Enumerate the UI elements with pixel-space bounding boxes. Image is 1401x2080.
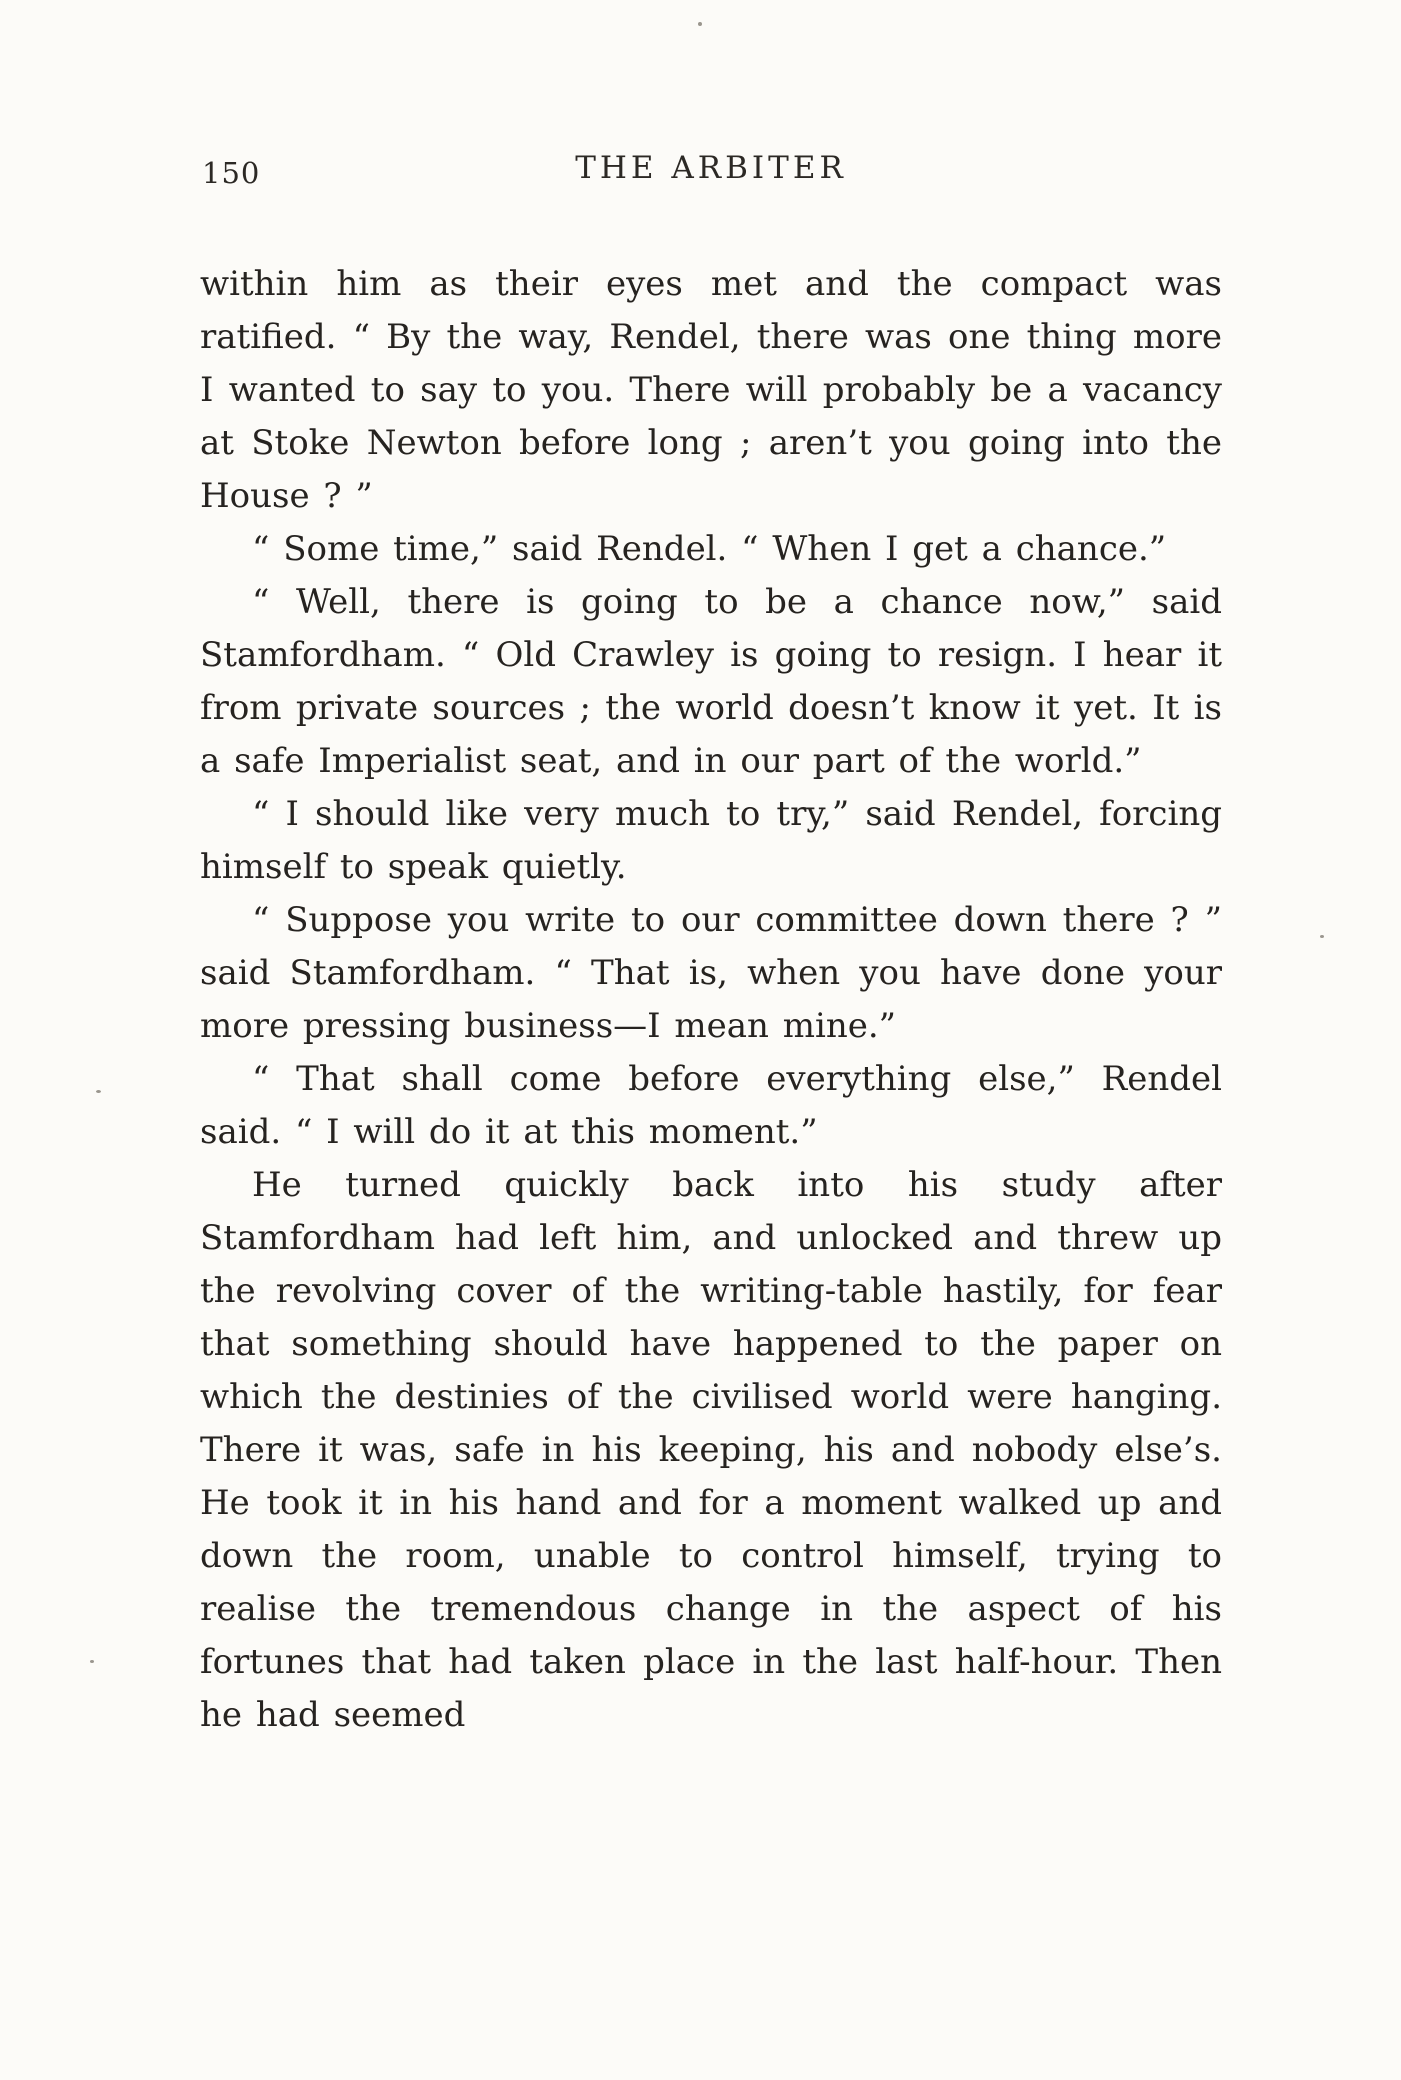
page-number: 150	[202, 156, 261, 190]
page-body	[200, 258, 1222, 1742]
paragraph: “ That shall come before everything else,” Rendel said. “ I will do it at this moment.”	[200, 1059, 1222, 1152]
paragraph: He turned quickly back into his study after Stamfordham had left him, and unlocked and threw up the revolving cover of the writing-table hastily, for fear that something should have happened to the paper on which the destinies of the civilised world were hanging. There it was, safe in his keeping, his and nobody else’s. He took it in his hand and for a moment walked up and down the room, unable to control himself, trying to realise the tremendous change in the aspect of his fortunes that had taken place in the last half-hour. Then he had seemed	[200, 1165, 1222, 1735]
paragraph: “ I should like very much to try,” said Rendel, forcing himself to speak quietly.	[200, 794, 1222, 887]
text-block	[200, 150, 1222, 1742]
paragraph: “ Some time,” said Rendel. “ When I get a chance.”	[252, 529, 1167, 569]
scan-speck	[90, 1660, 94, 1663]
paragraph: within him as their eyes met and the compact was ratified. “ By the way, Rendel, there was one thing more I wanted to say to you. There will probably be a vacancy at Stoke Newton before long ; aren’t you going into the House ? ”	[200, 264, 1222, 516]
page-header	[200, 150, 1222, 200]
scan-speck	[1320, 935, 1324, 938]
scan-speck	[96, 1090, 101, 1093]
scan-speck	[698, 22, 702, 26]
paragraph: “ Well, there is going to be a chance now,” said Stamfordham. “ Old Crawley is going to resign. I hear it from private sources ; the world doesn’t know it yet. It is a safe Imperialist seat, and in our part of the world.”	[200, 582, 1222, 781]
paragraph: “ Suppose you write to our committee down there ? ” said Stamfordham. “ That is, when you have done your more pressing business—I mean mine.”	[200, 900, 1222, 1046]
running-title: THE ARBITER	[575, 150, 847, 186]
